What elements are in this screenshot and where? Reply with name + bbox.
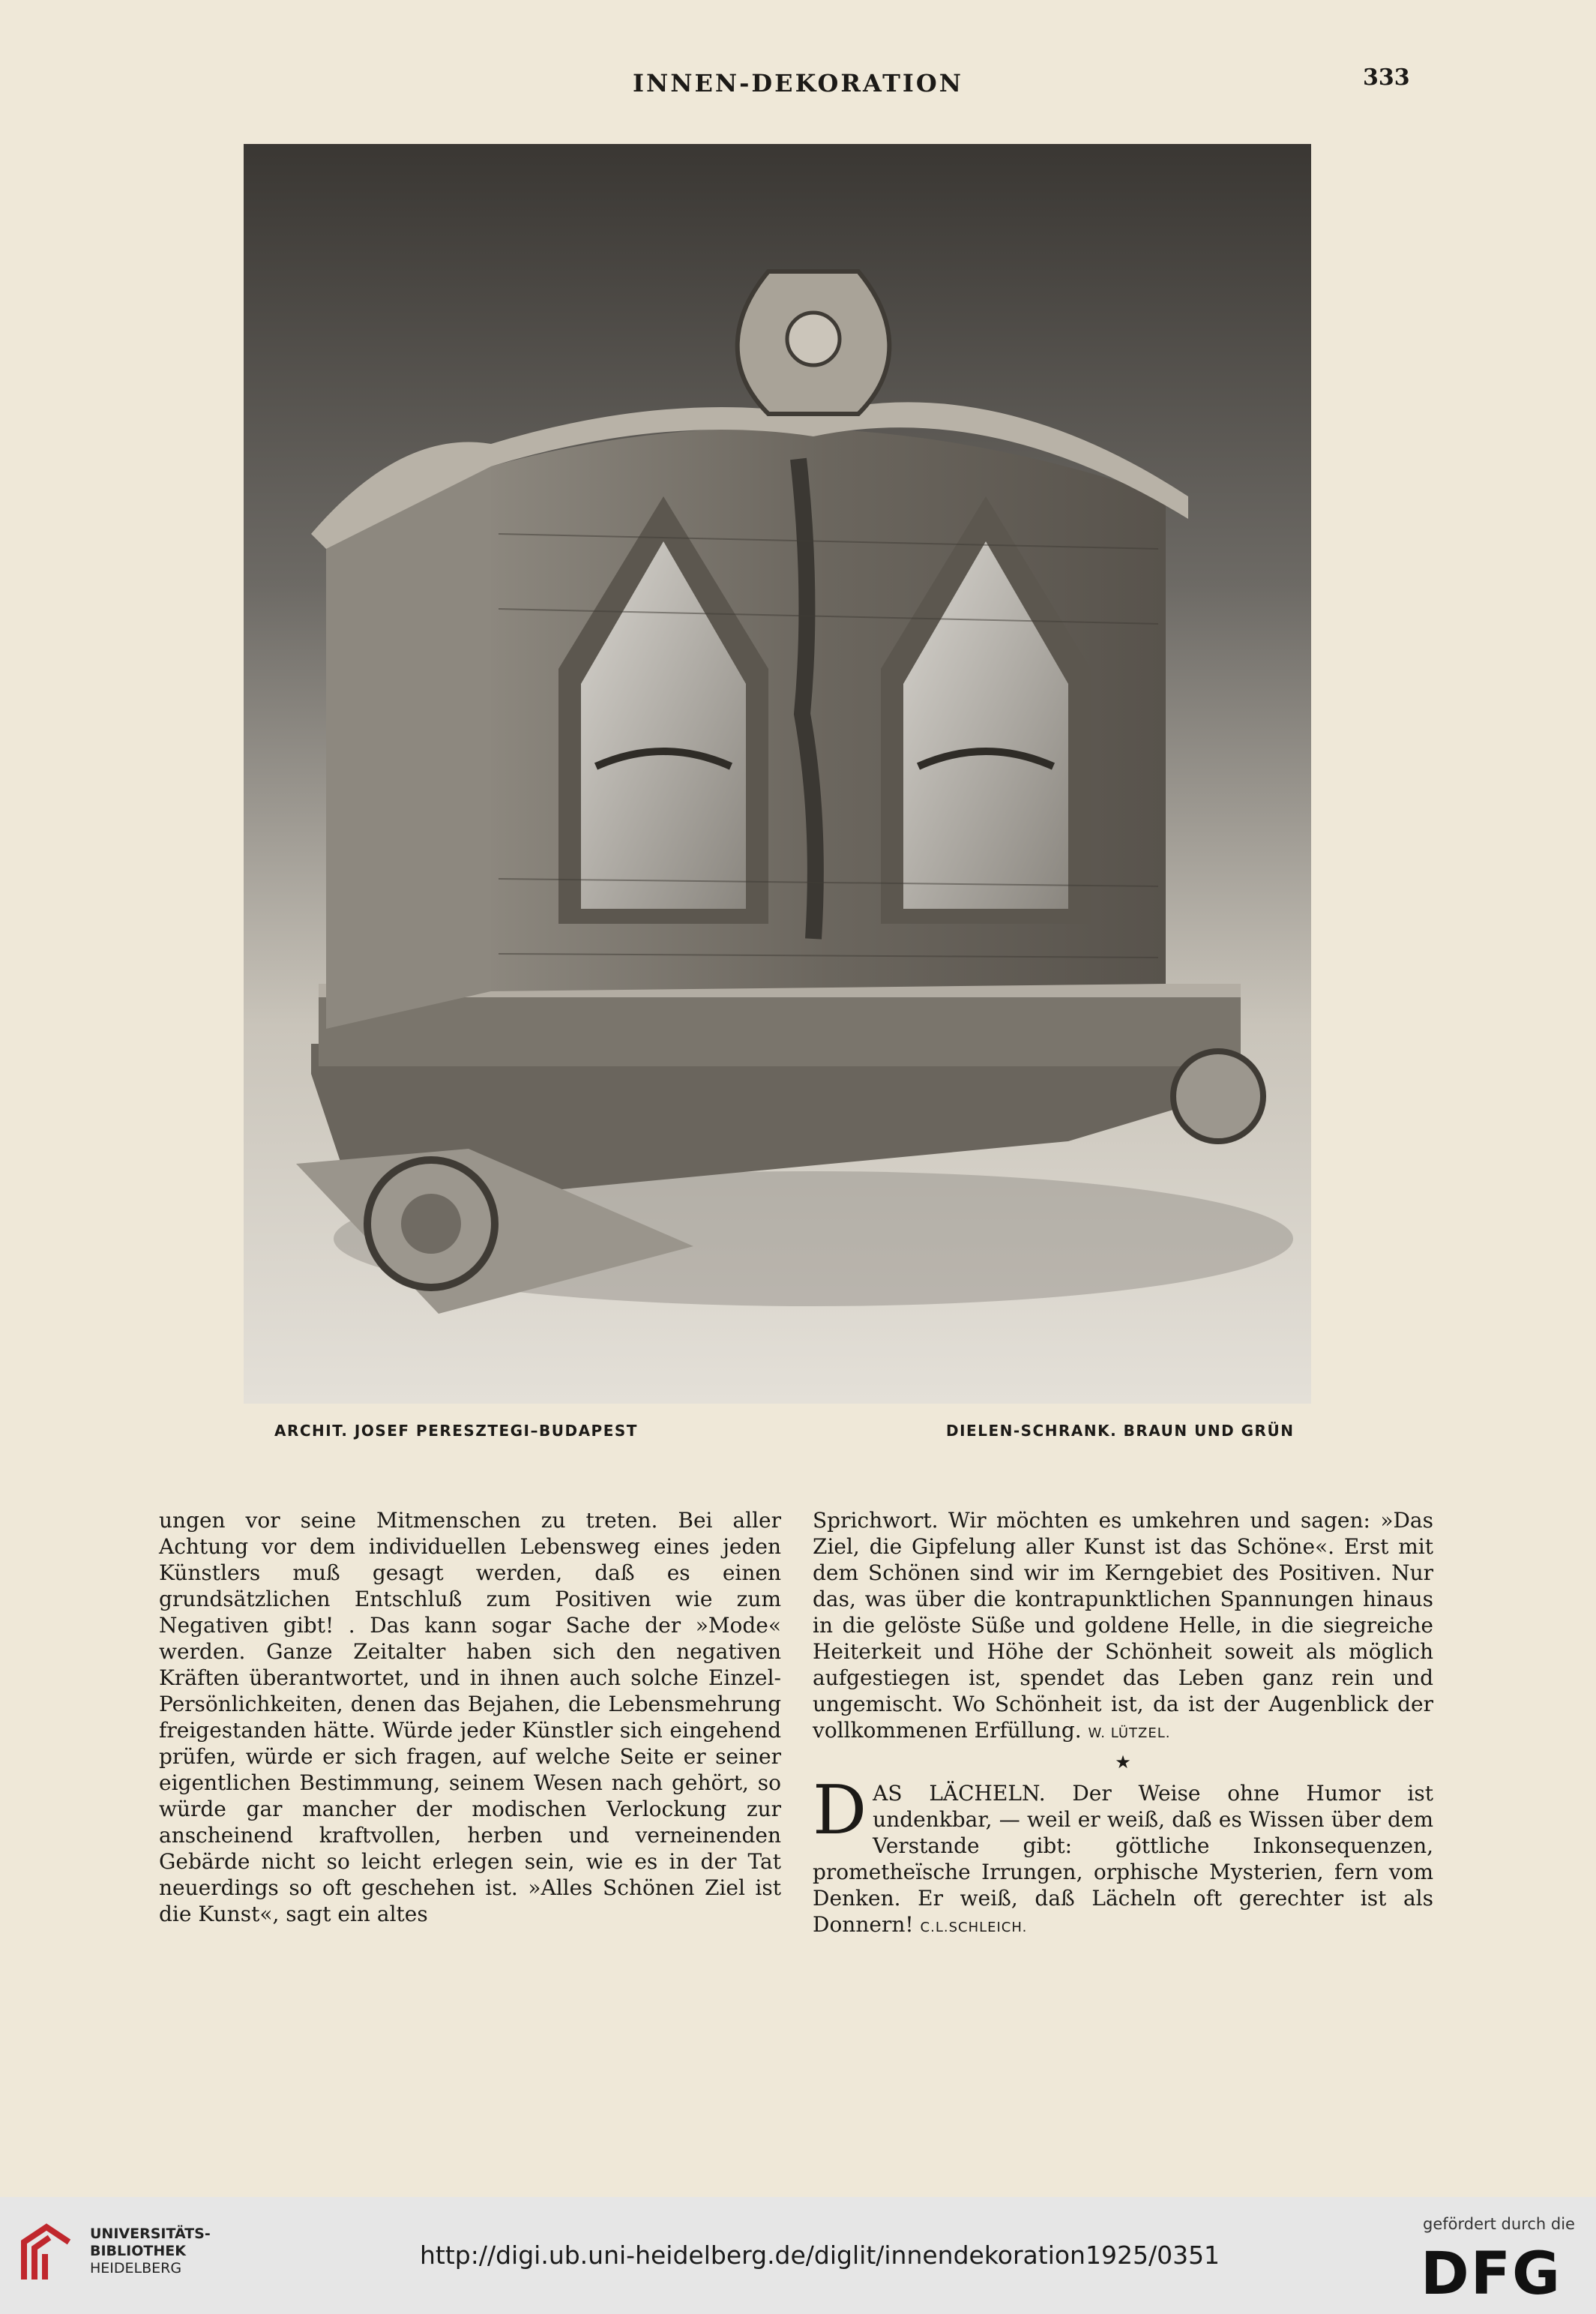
page-number: 333: [1363, 64, 1410, 91]
viewer-footer: [0, 2197, 1596, 2314]
body-paragraph: [813, 1771, 1433, 1941]
library-name: [90, 2226, 211, 2277]
library-name-line: UNIVERSITÄTS-: [90, 2226, 211, 2242]
dfg-logo: DFG: [1421, 2241, 1562, 2308]
funding-note: gefördert durch die: [1423, 2215, 1575, 2233]
text-column-right: [813, 1507, 1433, 1941]
permalink[interactable]: http://digi.ub.uni-heidelberg.de/diglit/innendekoration1925/0351: [420, 2241, 1220, 2270]
body-paragraph: ungen vor seine Mitmenschen zu treten. Bei aller Achtung vor dem individuellen Lebensweg eines jeden Künstlers muß gesagt werden, daß es einen grundsätzlichen Entschluß zum Positiven wie zum Negativen gibt! . Das kann sogar Sache der »Mode« werden. Ganze Zeitalter haben sich den negativen Kräften überantwortet, und in ihnen auch solche Einzel-Persönlichkeiten, denen das Bejahen, die Lebensmehrung freigestanden hätte. Würde jeder Künstler sich eingehend prüfen, würde er sich fragen, auf welche Seite er seiner eigentlichen Bestimmung, seinem Wesen nach gehört, so würde gar mancher der modischen Verlockung zur anscheinend kraftvollen, herben und verneinenden Gebärde nicht so leicht erlegen sein, wie es in der Tat neuerdings so oft geschehen ist. »Alles Schönen Ziel ist die Kunst«, sagt ein altes: [159, 1508, 781, 1926]
running-head: INNEN-DEKORATION: [633, 69, 963, 97]
plate-caption-architect: ARCHIT. JOSEF PERESZTEGI–BUDAPEST: [274, 1422, 638, 1440]
cabinet-illustration: [244, 144, 1311, 1404]
body-text: Sprichwort. Wir möchten es umkehren und sagen: »Das Ziel, die Gipfelung aller Kunst ist das Schöne«. Erst mit dem Schönen sind wir im Kerngebiet des Positiven. Nur das, was über die kontrapunktlichen Spannungen hinaus in die gelöste Süße und goldene Helle, in die siegreiche Heiterkeit und Höhe der Schönheit soweit als möglich aufgestiegen ist, spendet das Leben ganz rein und ungemischt. Wo Schönheit ist, da ist der Augenblick der vollkommenen Erfüllung.: [813, 1508, 1433, 1743]
library-logo-icon: [16, 2220, 81, 2287]
library-name-line: HEIDELBERG: [90, 2260, 182, 2277]
plate-caption-title: DIELEN-SCHRANK. BRAUN UND GRÜN: [946, 1422, 1295, 1440]
drop-cap: D: [813, 1771, 867, 1850]
author-signature: C.L.SCHLEICH.: [920, 1920, 1028, 1935]
library-name-line: BIBLIOTHEK: [90, 2243, 186, 2259]
text-column-left: [159, 1507, 781, 1927]
body-text: AS LÄCHELN. Der Weise ohne Humor ist undenkbar, — weil er weiß, daß es Wissen über dem Verstande gibt: göttliche Inkonsequenzen, prometheïsche Irrungen, orphische Mysterien, fern vom Denken. Er weiß, daß Lächeln oft gerechter ist als Donnern!: [813, 1781, 1433, 1937]
author-signature: W. LÜTZEL.: [1088, 1725, 1171, 1741]
body-paragraph: [813, 1507, 1433, 1746]
separator-star: ★: [1115, 1752, 1131, 1773]
